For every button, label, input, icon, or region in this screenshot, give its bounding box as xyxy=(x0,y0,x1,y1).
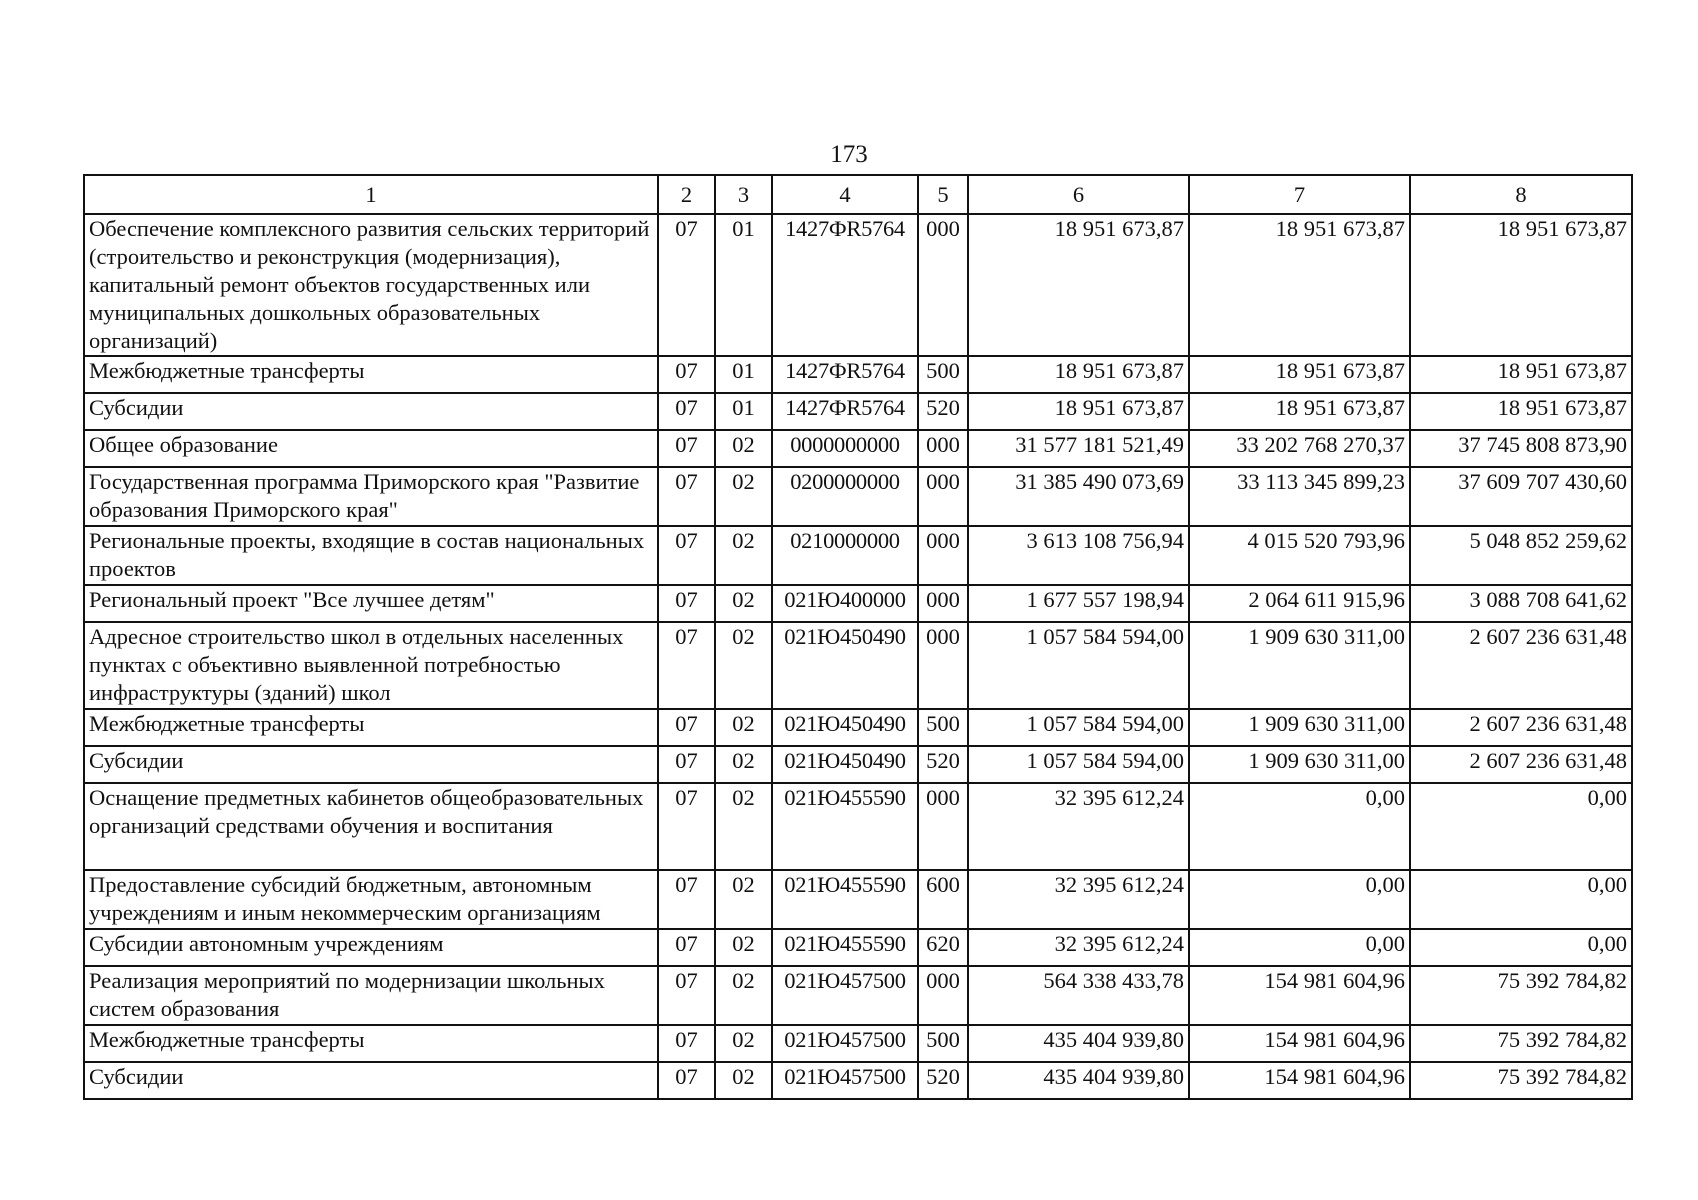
row-amount-8: 3 088 708 641,62 xyxy=(1410,585,1632,622)
row-expense-type: 000 xyxy=(918,430,968,467)
row-expense-type: 500 xyxy=(918,356,968,393)
column-header-2: 2 xyxy=(658,175,715,214)
row-amount-8: 18 951 673,87 xyxy=(1410,214,1632,356)
row-target-code: 021Ю457500 xyxy=(772,1062,918,1099)
row-section: 07 xyxy=(658,709,715,746)
table-row xyxy=(84,430,1632,467)
row-expense-type: 000 xyxy=(918,783,968,870)
row-section: 07 xyxy=(658,622,715,709)
row-section: 07 xyxy=(658,214,715,356)
row-name: Предоставление субсидий бюджетным, автономным учреждениям и иным некоммерческим организациям xyxy=(84,870,658,929)
row-amount-7: 4 015 520 793,96 xyxy=(1189,526,1410,585)
row-target-code: 021Ю400000 xyxy=(772,585,918,622)
row-target-code: 021Ю450490 xyxy=(772,709,918,746)
budget-table xyxy=(83,174,1633,1100)
row-expense-type: 520 xyxy=(918,393,968,430)
row-target-code: 021Ю457500 xyxy=(772,966,918,1025)
table-row xyxy=(84,526,1632,585)
row-amount-8: 18 951 673,87 xyxy=(1410,393,1632,430)
row-section: 07 xyxy=(658,929,715,966)
row-target-code: 1427ФR5764 xyxy=(772,393,918,430)
row-section: 07 xyxy=(658,393,715,430)
row-name: Оснащение предметных кабинетов общеобразовательных организаций средствами обучения и воспитания xyxy=(84,783,658,870)
row-subsection: 02 xyxy=(715,585,772,622)
row-section: 07 xyxy=(658,430,715,467)
column-header-6: 6 xyxy=(968,175,1189,214)
row-amount-7: 0,00 xyxy=(1189,783,1410,870)
table-row xyxy=(84,746,1632,783)
column-header-1: 1 xyxy=(84,175,658,214)
row-amount-6: 18 951 673,87 xyxy=(968,393,1189,430)
row-amount-8: 2 607 236 631,48 xyxy=(1410,622,1632,709)
row-name: Субсидии автономным учреждениям xyxy=(84,929,658,966)
table-row xyxy=(84,622,1632,709)
row-target-code: 021Ю457500 xyxy=(772,1025,918,1062)
row-name: Межбюджетные трансферты xyxy=(84,356,658,393)
table-row xyxy=(84,870,1632,929)
row-section: 07 xyxy=(658,526,715,585)
row-amount-7: 154 981 604,96 xyxy=(1189,966,1410,1025)
table-row xyxy=(84,966,1632,1025)
row-expense-type: 000 xyxy=(918,585,968,622)
row-target-code: 0200000000 xyxy=(772,467,918,526)
row-target-code: 021Ю455590 xyxy=(772,929,918,966)
row-target-code: 021Ю455590 xyxy=(772,783,918,870)
table-row xyxy=(84,1062,1632,1099)
row-expense-type: 000 xyxy=(918,622,968,709)
row-subsection: 02 xyxy=(715,709,772,746)
row-section: 07 xyxy=(658,746,715,783)
table-row xyxy=(84,1025,1632,1062)
row-subsection: 02 xyxy=(715,1062,772,1099)
row-amount-8: 37 745 808 873,90 xyxy=(1410,430,1632,467)
table-row xyxy=(84,356,1632,393)
row-subsection: 01 xyxy=(715,214,772,356)
row-amount-6: 32 395 612,24 xyxy=(968,783,1189,870)
row-amount-7: 18 951 673,87 xyxy=(1189,214,1410,356)
row-expense-type: 600 xyxy=(918,870,968,929)
row-amount-6: 1 057 584 594,00 xyxy=(968,622,1189,709)
row-amount-6: 18 951 673,87 xyxy=(968,356,1189,393)
row-amount-7: 0,00 xyxy=(1189,870,1410,929)
table-row xyxy=(84,214,1632,356)
row-amount-7: 154 981 604,96 xyxy=(1189,1025,1410,1062)
row-amount-8: 75 392 784,82 xyxy=(1410,966,1632,1025)
row-name: Общее образование xyxy=(84,430,658,467)
table-row xyxy=(84,467,1632,526)
row-amount-6: 1 057 584 594,00 xyxy=(968,746,1189,783)
row-expense-type: 500 xyxy=(918,1025,968,1062)
row-section: 07 xyxy=(658,1062,715,1099)
row-amount-7: 154 981 604,96 xyxy=(1189,1062,1410,1099)
page-number: 173 xyxy=(830,141,868,168)
table-row xyxy=(84,709,1632,746)
row-amount-7: 1 909 630 311,00 xyxy=(1189,709,1410,746)
row-amount-8: 2 607 236 631,48 xyxy=(1410,746,1632,783)
row-expense-type: 000 xyxy=(918,966,968,1025)
column-header-3: 3 xyxy=(715,175,772,214)
row-name: Реализация мероприятий по модернизации школьных систем образования xyxy=(84,966,658,1025)
row-target-code: 1427ФR5764 xyxy=(772,356,918,393)
row-target-code: 1427ФR5764 xyxy=(772,214,918,356)
row-section: 07 xyxy=(658,783,715,870)
row-amount-7: 33 113 345 899,23 xyxy=(1189,467,1410,526)
row-subsection: 02 xyxy=(715,929,772,966)
row-section: 07 xyxy=(658,356,715,393)
row-amount-6: 32 395 612,24 xyxy=(968,929,1189,966)
row-target-code: 021Ю450490 xyxy=(772,746,918,783)
row-subsection: 02 xyxy=(715,783,772,870)
row-expense-type: 520 xyxy=(918,1062,968,1099)
row-expense-type: 000 xyxy=(918,526,968,585)
row-amount-6: 3 613 108 756,94 xyxy=(968,526,1189,585)
column-header-4: 4 xyxy=(772,175,918,214)
row-subsection: 01 xyxy=(715,356,772,393)
row-amount-8: 2 607 236 631,48 xyxy=(1410,709,1632,746)
row-amount-7: 1 909 630 311,00 xyxy=(1189,622,1410,709)
row-amount-8: 0,00 xyxy=(1410,870,1632,929)
row-section: 07 xyxy=(658,870,715,929)
table-row xyxy=(84,783,1632,870)
table-row xyxy=(84,929,1632,966)
row-amount-8: 18 951 673,87 xyxy=(1410,356,1632,393)
row-expense-type: 000 xyxy=(918,214,968,356)
row-amount-7: 0,00 xyxy=(1189,929,1410,966)
row-amount-7: 18 951 673,87 xyxy=(1189,393,1410,430)
row-subsection: 02 xyxy=(715,622,772,709)
row-subsection: 02 xyxy=(715,467,772,526)
row-subsection: 02 xyxy=(715,1025,772,1062)
row-amount-8: 0,00 xyxy=(1410,929,1632,966)
row-name: Межбюджетные трансферты xyxy=(84,1025,658,1062)
row-amount-6: 31 385 490 073,69 xyxy=(968,467,1189,526)
row-amount-7: 18 951 673,87 xyxy=(1189,356,1410,393)
row-subsection: 02 xyxy=(715,526,772,585)
row-amount-6: 1 677 557 198,94 xyxy=(968,585,1189,622)
row-subsection: 02 xyxy=(715,746,772,783)
table-row xyxy=(84,585,1632,622)
row-amount-7: 2 064 611 915,96 xyxy=(1189,585,1410,622)
row-name: Региональные проекты, входящие в состав национальных проектов xyxy=(84,526,658,585)
row-name: Субсидии xyxy=(84,746,658,783)
row-subsection: 02 xyxy=(715,966,772,1025)
column-header-8: 8 xyxy=(1410,175,1632,214)
table-row xyxy=(84,393,1632,430)
row-amount-6: 564 338 433,78 xyxy=(968,966,1189,1025)
row-amount-6: 32 395 612,24 xyxy=(968,870,1189,929)
row-expense-type: 000 xyxy=(918,467,968,526)
row-name: Обеспечение комплексного развития сельских территорий (строительство и реконструкция (модернизация), капитальный ремонт объектов государственных или муниципальных дошкольных образовательных организаций) xyxy=(84,214,658,356)
row-target-code: 021Ю455590 xyxy=(772,870,918,929)
row-amount-6: 435 404 939,80 xyxy=(968,1025,1189,1062)
row-amount-8: 5 048 852 259,62 xyxy=(1410,526,1632,585)
row-target-code: 0000000000 xyxy=(772,430,918,467)
row-expense-type: 520 xyxy=(918,746,968,783)
row-section: 07 xyxy=(658,585,715,622)
row-subsection: 02 xyxy=(715,870,772,929)
row-section: 07 xyxy=(658,966,715,1025)
row-name: Субсидии xyxy=(84,1062,658,1099)
column-header-7: 7 xyxy=(1189,175,1410,214)
row-subsection: 02 xyxy=(715,430,772,467)
row-expense-type: 500 xyxy=(918,709,968,746)
row-name: Адресное строительство школ в отдельных населенных пунктах с объективно выявленной потребностью инфраструктуры (зданий) школ xyxy=(84,622,658,709)
row-amount-6: 31 577 181 521,49 xyxy=(968,430,1189,467)
row-name: Государственная программа Приморского края "Развитие образования Приморского края" xyxy=(84,467,658,526)
row-name: Региональный проект "Все лучшее детям" xyxy=(84,585,658,622)
row-target-code: 0210000000 xyxy=(772,526,918,585)
row-amount-8: 0,00 xyxy=(1410,783,1632,870)
row-amount-6: 1 057 584 594,00 xyxy=(968,709,1189,746)
row-amount-7: 1 909 630 311,00 xyxy=(1189,746,1410,783)
row-amount-6: 18 951 673,87 xyxy=(968,214,1189,356)
row-subsection: 01 xyxy=(715,393,772,430)
row-expense-type: 620 xyxy=(918,929,968,966)
row-section: 07 xyxy=(658,1025,715,1062)
row-amount-8: 75 392 784,82 xyxy=(1410,1062,1632,1099)
row-amount-8: 37 609 707 430,60 xyxy=(1410,467,1632,526)
row-amount-8: 75 392 784,82 xyxy=(1410,1025,1632,1062)
column-header-5: 5 xyxy=(918,175,968,214)
row-name: Субсидии xyxy=(84,393,658,430)
row-target-code: 021Ю450490 xyxy=(772,622,918,709)
row-amount-6: 435 404 939,80 xyxy=(968,1062,1189,1099)
header-row xyxy=(84,175,1632,214)
row-name: Межбюджетные трансферты xyxy=(84,709,658,746)
row-amount-7: 33 202 768 270,37 xyxy=(1189,430,1410,467)
row-section: 07 xyxy=(658,467,715,526)
